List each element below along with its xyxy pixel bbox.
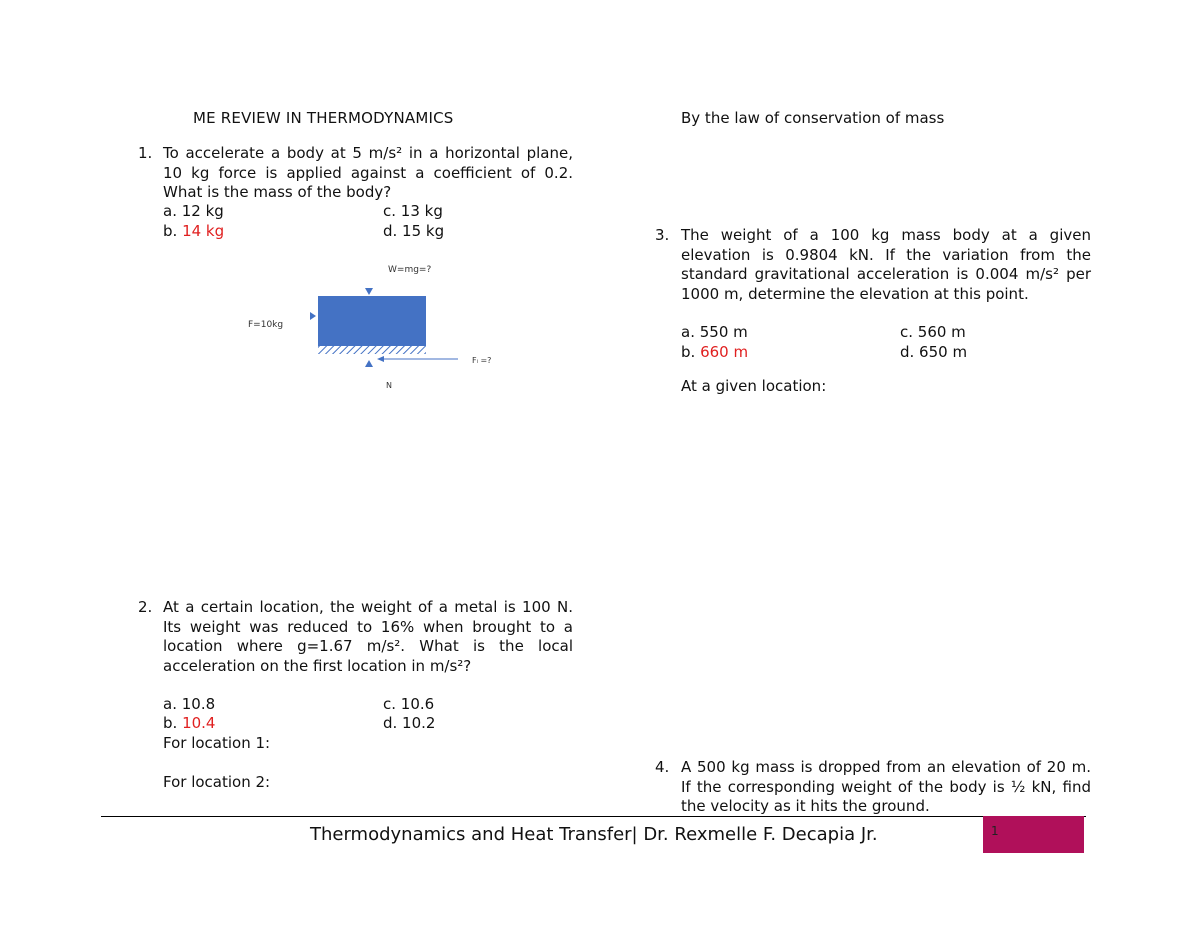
- q1-correct-answer: 14 kg: [182, 222, 225, 240]
- ground-hatch: [318, 346, 426, 354]
- q1-option-d: d. 15 kg: [383, 222, 445, 240]
- page-number: 1: [991, 824, 999, 838]
- q4-number: 4.: [655, 758, 670, 776]
- q1-number: 1.: [138, 144, 153, 162]
- force-arrow: [310, 312, 316, 320]
- normal-arrow: [365, 360, 373, 367]
- q2-correct-answer: 10.4: [182, 714, 216, 732]
- block-body: [318, 296, 426, 346]
- force-label: F=10kg: [248, 320, 284, 330]
- q1-option-b-letter: b.: [163, 222, 183, 240]
- q2-option-d: d. 10.2: [383, 714, 436, 732]
- free-body-diagram: [240, 255, 510, 400]
- q1-option-c: c. 13 kg: [383, 202, 443, 220]
- q3-option-a: a. 550 m: [681, 323, 748, 341]
- weight-arrow: [365, 288, 373, 295]
- q2-location-1: For location 1:: [163, 734, 271, 752]
- document-title: ME REVIEW IN THERMODYNAMICS: [193, 109, 454, 127]
- conservation-of-mass-text: By the law of conservation of mass: [681, 109, 945, 127]
- q3-correct-answer: 660 m: [700, 343, 749, 361]
- q3-option-b-letter: b.: [681, 343, 701, 361]
- q4-text: A 500 kg mass is dropped from an elevation of 20 m. If the corresponding weight of the body is ½ kN, find the velocity as it hits the ground.: [681, 758, 1091, 815]
- q2-option-b-letter: b.: [163, 714, 183, 732]
- q1-text: To accelerate a body at 5 m/s² in a horizontal plane, 10 kg force is applied against a coefficient of 0.2. What is the mass of the body?: [163, 144, 573, 201]
- q2-option-c: c. 10.6: [383, 695, 435, 713]
- footer-divider: [101, 816, 1086, 817]
- normal-label: N: [386, 381, 392, 390]
- page-number-box: [983, 816, 1084, 853]
- q3-number: 3.: [655, 226, 670, 244]
- q1-option-b: [163, 222, 224, 242]
- friction-arrow-head: [377, 356, 384, 362]
- q2-location-2: For location 2:: [163, 773, 271, 791]
- friction-label: Fₗ =?: [472, 356, 492, 365]
- q2-option-b: [163, 714, 215, 734]
- q3-note: At a given location:: [681, 377, 827, 395]
- q2-text: At a certain location, the weight of a metal is 100 N. Its weight was reduced to 16% when brought to a location where g=1.67 m/s². What is the local acceleration on the first location in m/s²?: [163, 598, 573, 675]
- q3-text: The weight of a 100 kg mass body at a given elevation is 0.9804 kN. If the variation from the standard gravitational acceleration is 0.004 m/s² per 1000 m, determine the elevation at this point.: [681, 226, 1091, 303]
- q2-number: 2.: [138, 598, 153, 616]
- q2-option-a: a. 10.8: [163, 695, 216, 713]
- q3-option-d: d. 650 m: [900, 343, 968, 361]
- weight-label: W=mg=?: [388, 265, 432, 275]
- q1-option-a: a. 12 kg: [163, 202, 224, 220]
- q3-option-c: c. 560 m: [900, 323, 966, 341]
- footer-course-author: Thermodynamics and Heat Transfer| Dr. Rexmelle F. Decapia Jr.: [310, 824, 878, 845]
- q3-option-b: [681, 343, 748, 363]
